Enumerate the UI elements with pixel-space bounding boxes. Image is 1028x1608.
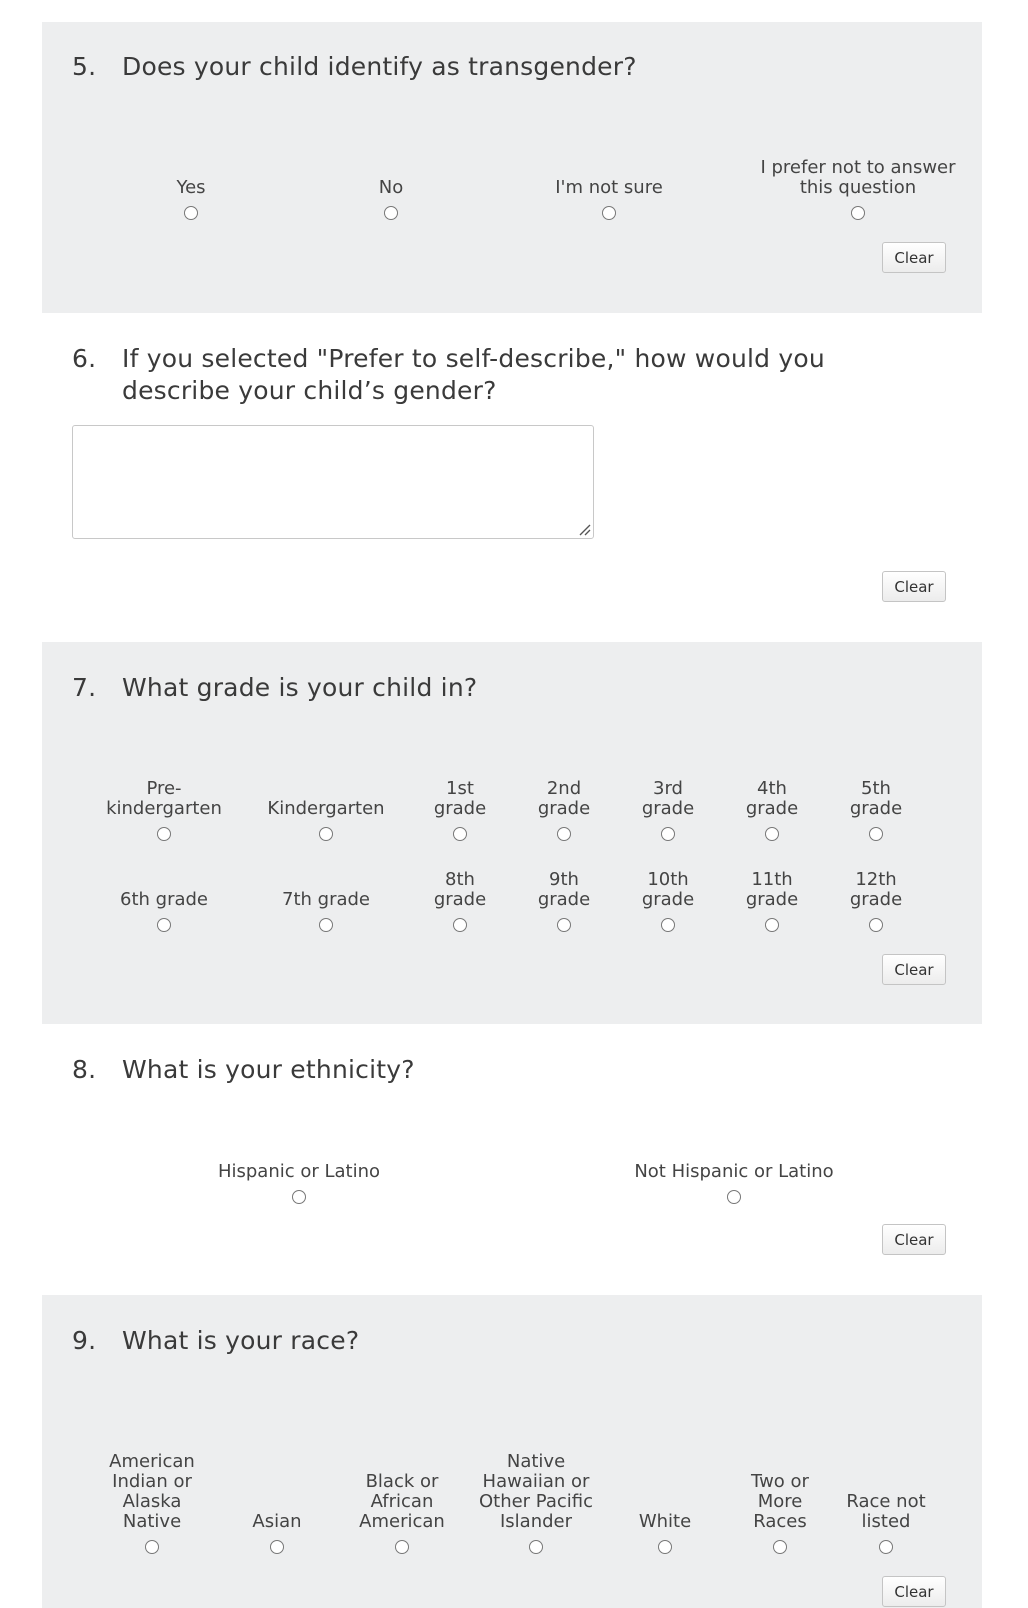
option-label: Asian bbox=[252, 1511, 302, 1532]
radio-button[interactable] bbox=[879, 1540, 893, 1554]
radio-button[interactable] bbox=[661, 918, 675, 932]
option-label: 5th grade bbox=[849, 778, 903, 819]
question-text: What grade is your child in? bbox=[122, 673, 478, 702]
radio-button[interactable] bbox=[270, 1540, 284, 1554]
self-describe-textarea[interactable] bbox=[72, 425, 594, 539]
option-label: No bbox=[378, 177, 404, 198]
option-white[interactable] bbox=[625, 1405, 705, 1554]
option-label: Two or More Races bbox=[751, 1471, 809, 1532]
option-5th-grade[interactable] bbox=[844, 752, 908, 841]
option-label: 3rd grade bbox=[641, 778, 695, 819]
radio-button[interactable] bbox=[661, 827, 675, 841]
option-label: I'm not sure bbox=[555, 177, 663, 198]
option-label: I prefer not to answer this question bbox=[760, 157, 956, 198]
question-number: 9. bbox=[72, 1326, 97, 1355]
option-native-hawaiian-pacific-islander[interactable] bbox=[476, 1405, 596, 1554]
radio-button[interactable] bbox=[292, 1190, 306, 1204]
radio-button[interactable] bbox=[765, 827, 779, 841]
option-american-indian-alaska-native[interactable] bbox=[102, 1405, 202, 1554]
option-label: White bbox=[638, 1511, 692, 1532]
option-label: Race not listed bbox=[846, 1491, 926, 1532]
option-11th-grade[interactable] bbox=[740, 842, 804, 932]
option-label: Native Hawaiian or Other Pacific Islander bbox=[478, 1451, 594, 1532]
option-label: 12th grade bbox=[849, 869, 903, 910]
option-2nd-grade[interactable] bbox=[532, 752, 596, 841]
radio-button[interactable] bbox=[765, 918, 779, 932]
option-label: 11th grade bbox=[745, 869, 799, 910]
radio-button[interactable] bbox=[869, 918, 883, 932]
option-label: 6th grade bbox=[120, 889, 208, 910]
option-prefer-not-answer[interactable] bbox=[748, 132, 968, 220]
option-6th-grade[interactable] bbox=[104, 842, 224, 932]
option-asian[interactable] bbox=[237, 1405, 317, 1554]
radio-button[interactable] bbox=[157, 827, 171, 841]
option-label: Yes bbox=[176, 177, 206, 198]
clear-button[interactable]: Clear bbox=[882, 954, 946, 985]
option-1st-grade[interactable] bbox=[428, 752, 492, 841]
option-label: Hispanic or Latino bbox=[217, 1161, 381, 1182]
radio-button[interactable] bbox=[395, 1540, 409, 1554]
question-8 bbox=[42, 1024, 982, 1295]
option-label: 7th grade bbox=[282, 889, 370, 910]
question-number: 5. bbox=[72, 52, 97, 81]
radio-button[interactable] bbox=[658, 1540, 672, 1554]
radio-button[interactable] bbox=[557, 827, 571, 841]
radio-button[interactable] bbox=[453, 918, 467, 932]
option-label: 2nd grade bbox=[537, 778, 591, 819]
clear-button[interactable]: Clear bbox=[882, 571, 946, 602]
radio-button[interactable] bbox=[869, 827, 883, 841]
question-text: What is your race? bbox=[122, 1326, 360, 1355]
option-two-or-more-races[interactable] bbox=[740, 1405, 820, 1554]
option-yes[interactable] bbox=[141, 132, 241, 220]
option-label: American Indian or Alaska Native bbox=[109, 1451, 195, 1532]
option-3rd-grade[interactable] bbox=[636, 752, 700, 841]
radio-button[interactable] bbox=[453, 827, 467, 841]
option-hispanic-latino[interactable] bbox=[199, 1134, 399, 1204]
option-pre-kindergarten[interactable] bbox=[104, 752, 224, 841]
option-race-not-listed[interactable] bbox=[836, 1405, 936, 1554]
radio-button[interactable] bbox=[384, 206, 398, 220]
question-text: What is your ethnicity? bbox=[122, 1055, 415, 1084]
radio-button[interactable] bbox=[184, 206, 198, 220]
option-label: 9th grade bbox=[537, 869, 591, 910]
question-number: 7. bbox=[72, 673, 97, 702]
option-10th-grade[interactable] bbox=[636, 842, 700, 932]
question-5 bbox=[42, 22, 982, 313]
option-7th-grade[interactable] bbox=[261, 842, 391, 932]
radio-button[interactable] bbox=[319, 827, 333, 841]
question-number: 6. bbox=[72, 344, 97, 373]
option-12th-grade[interactable] bbox=[844, 842, 908, 932]
option-not-sure[interactable] bbox=[529, 132, 689, 220]
option-label: 1st grade bbox=[433, 778, 487, 819]
option-label: Black or African American bbox=[359, 1471, 445, 1532]
option-not-hispanic-latino[interactable] bbox=[609, 1134, 859, 1204]
clear-button[interactable]: Clear bbox=[882, 1576, 946, 1607]
question-number: 8. bbox=[72, 1055, 97, 1084]
radio-button[interactable] bbox=[602, 206, 616, 220]
resize-handle-icon[interactable] bbox=[577, 522, 591, 536]
radio-button[interactable] bbox=[145, 1540, 159, 1554]
option-label: Pre-kindergarten bbox=[106, 778, 222, 819]
option-no[interactable] bbox=[341, 132, 441, 220]
radio-button[interactable] bbox=[773, 1540, 787, 1554]
option-label: 4th grade bbox=[745, 778, 799, 819]
question-7 bbox=[42, 642, 982, 1024]
option-label: 10th grade bbox=[641, 869, 695, 910]
radio-button[interactable] bbox=[319, 918, 333, 932]
radio-button[interactable] bbox=[157, 918, 171, 932]
option-9th-grade[interactable] bbox=[532, 842, 596, 932]
clear-button[interactable]: Clear bbox=[882, 1224, 946, 1255]
option-4th-grade[interactable] bbox=[740, 752, 804, 841]
radio-button[interactable] bbox=[529, 1540, 543, 1554]
option-kindergarten[interactable] bbox=[261, 752, 391, 841]
option-8th-grade[interactable] bbox=[428, 842, 492, 932]
clear-button[interactable]: Clear bbox=[882, 242, 946, 273]
question-9 bbox=[42, 1295, 982, 1608]
radio-button[interactable] bbox=[727, 1190, 741, 1204]
option-black-african-american[interactable] bbox=[352, 1405, 452, 1554]
question-text: If you selected "Prefer to self-describe," how would you describe your child’s gender? bbox=[122, 344, 825, 405]
option-label: Kindergarten bbox=[267, 798, 385, 819]
radio-button[interactable] bbox=[851, 206, 865, 220]
question-text: Does your child identify as transgender? bbox=[122, 52, 637, 81]
option-label: 8th grade bbox=[433, 869, 487, 910]
question-6 bbox=[42, 313, 982, 642]
option-label: Not Hispanic or Latino bbox=[634, 1161, 834, 1182]
radio-button[interactable] bbox=[557, 918, 571, 932]
